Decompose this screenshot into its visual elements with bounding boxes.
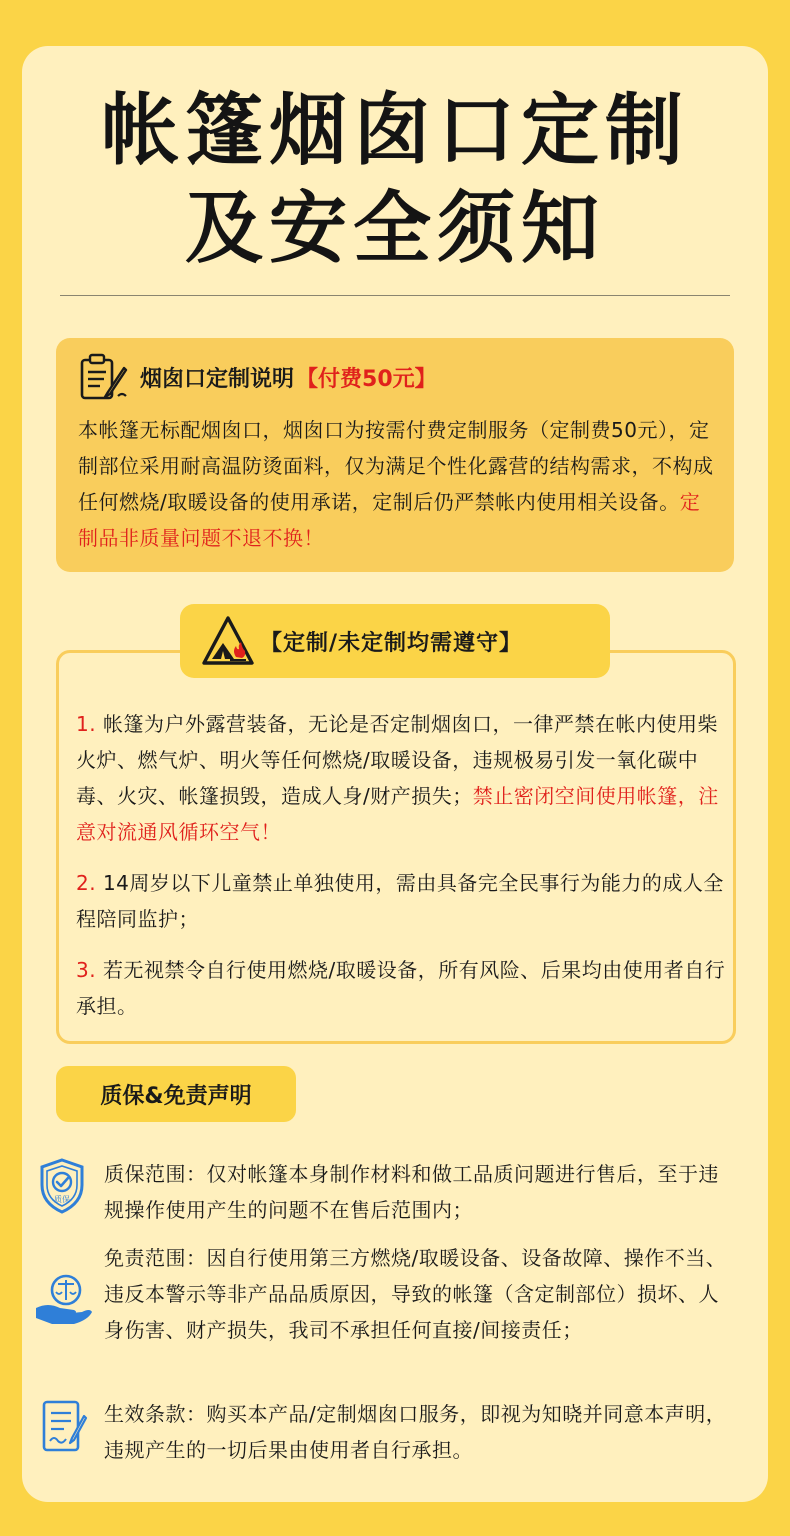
rule-number: 3. xyxy=(76,958,97,982)
page-title-line2: 及安全须知 xyxy=(184,184,605,274)
rule-text: 14周岁以下儿童禁止单独使用，需由具备完全民事行为能力的成人全程陪同监护； xyxy=(76,871,724,931)
custom-service-panel xyxy=(56,338,734,572)
shield-check-icon xyxy=(38,1158,86,1214)
effective-terms: 生效条款：购买本产品/定制烟囱口服务，即视为知晓并同意本声明，违规产生的一切后果由使用者自行承担。 xyxy=(104,1402,727,1462)
rule-item-2 xyxy=(76,865,726,937)
price-badge: 【付费50元】 xyxy=(296,366,437,392)
rule-warning: 禁止密闭空间使用帐篷，注意对流通风循环空气！ xyxy=(76,784,719,844)
tent-fire-warning-icon xyxy=(202,615,254,667)
safety-rules-header xyxy=(180,604,610,678)
custom-service-header xyxy=(78,352,437,402)
rule-item-3 xyxy=(76,952,726,1024)
rule-number: 2. xyxy=(76,871,97,895)
custom-service-body xyxy=(78,412,714,556)
document-sign-icon xyxy=(38,1398,88,1454)
rule-number: 1. xyxy=(76,712,97,736)
rule-text: 若无视禁令自行使用燃烧/取暖设备，所有风险、后果均由使用者自行承担。 xyxy=(76,958,726,1018)
hand-scale-icon xyxy=(34,1268,94,1328)
safety-rules-title: 【定制/未定制均需遵守】 xyxy=(260,630,523,656)
liability-scope: 免责范围：因自行使用第三方燃烧/取暖设备、设备故障、操作不当、违反本警示等非产品品质原因，导致的帐篷（含定制部位）损坏、人身伤害、财产损失，我司不承担任何直接/间接责任； xyxy=(104,1246,727,1342)
rule-text: 帐篷为户外露营装备，无论是否定制烟囱口，一律严禁在帐内使用柴火炉、燃气炉、明火等任何燃烧/取暖设备，违规极易引发一氧化碳中毒、火灾、帐篷损毁，造成人身/财产损失； xyxy=(76,712,718,808)
title-divider xyxy=(60,295,730,296)
custom-service-text: 本帐篷无标配烟囱口，烟囱口为按需付费定制服务（定制费50元），定制部位采用耐高温防烫面料，仅为满足个性化露营的结构需求，不构成任何燃烧/取暖设备的使用承诺，定制后仍严禁帐内使用相关设备。 xyxy=(78,418,714,514)
warranty-scope: 质保范围：仅对帐篷本身制作材料和做工品质问题进行售后，至于违规操作使用产生的问题不在售后范围内； xyxy=(104,1162,719,1222)
no-return-warning: 定制品非质量问题不退不换！ xyxy=(78,490,701,550)
rule-item-1 xyxy=(76,706,726,850)
disclaimer-heading: 质保&免责声明 xyxy=(56,1066,296,1122)
shield-label: 质保 xyxy=(54,1195,70,1204)
custom-service-title: 烟囱口定制说明 xyxy=(140,366,295,392)
checklist-pencil-icon xyxy=(78,352,130,402)
page-title-line1: 帐篷烟囱口定制 xyxy=(100,86,689,176)
